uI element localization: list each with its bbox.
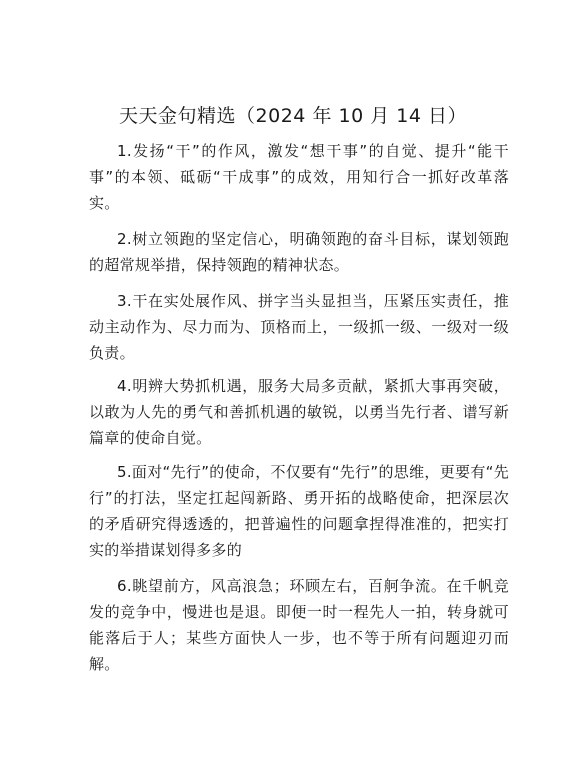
quote-paragraph-4: 4.明辨大势抓机遇，服务大局多贡献，紧抓大事再突破，以敢为人先的勇气和善抓机遇的敏锐，以勇当先行者、谱写新篇章的使命自觉。: [89, 377, 509, 447]
quote-paragraph-1: 1.发扬“干”的作风，激发“想干事”的自觉、提升“能干事”的本领、砥砺“干成事”的成效，用知行合一抓好改革落实。: [89, 142, 509, 212]
quote-paragraph-3: 3.干在实处展作风、拼字当头显担当，压紧压实责任，推动主动作为、尽力而为、顶格而上，一级抓一级、一级对一级负责。: [89, 292, 509, 362]
document-title: 天天金句精选（2024 年 10 月 14 日）: [119, 105, 467, 127]
quote-paragraph-5: 5.面对“先行”的使命，不仅要有“先行”的思维，更要有“先行”的打法，坚定扛起闯新路、勇开拓的战略使命，把深层次的矛盾研究得透透的，把普遍性的问题拿捏得准准的，把实打实的举措谋划得多多的: [89, 463, 509, 559]
quote-paragraph-2: 2.树立领跑的坚定信心，明确领跑的奋斗目标，谋划领跑的超常规举措，保持领跑的精神状态。: [89, 230, 509, 274]
quote-paragraph-6: 6.眺望前方，风高浪急；环顾左右，百舸争流。在千帆竞发的竞争中，慢进也是退。即便一时一程先人一拍，转身就可能落后于人；某些方面快人一步，也不等于所有问题迎刃而解。: [89, 577, 509, 673]
